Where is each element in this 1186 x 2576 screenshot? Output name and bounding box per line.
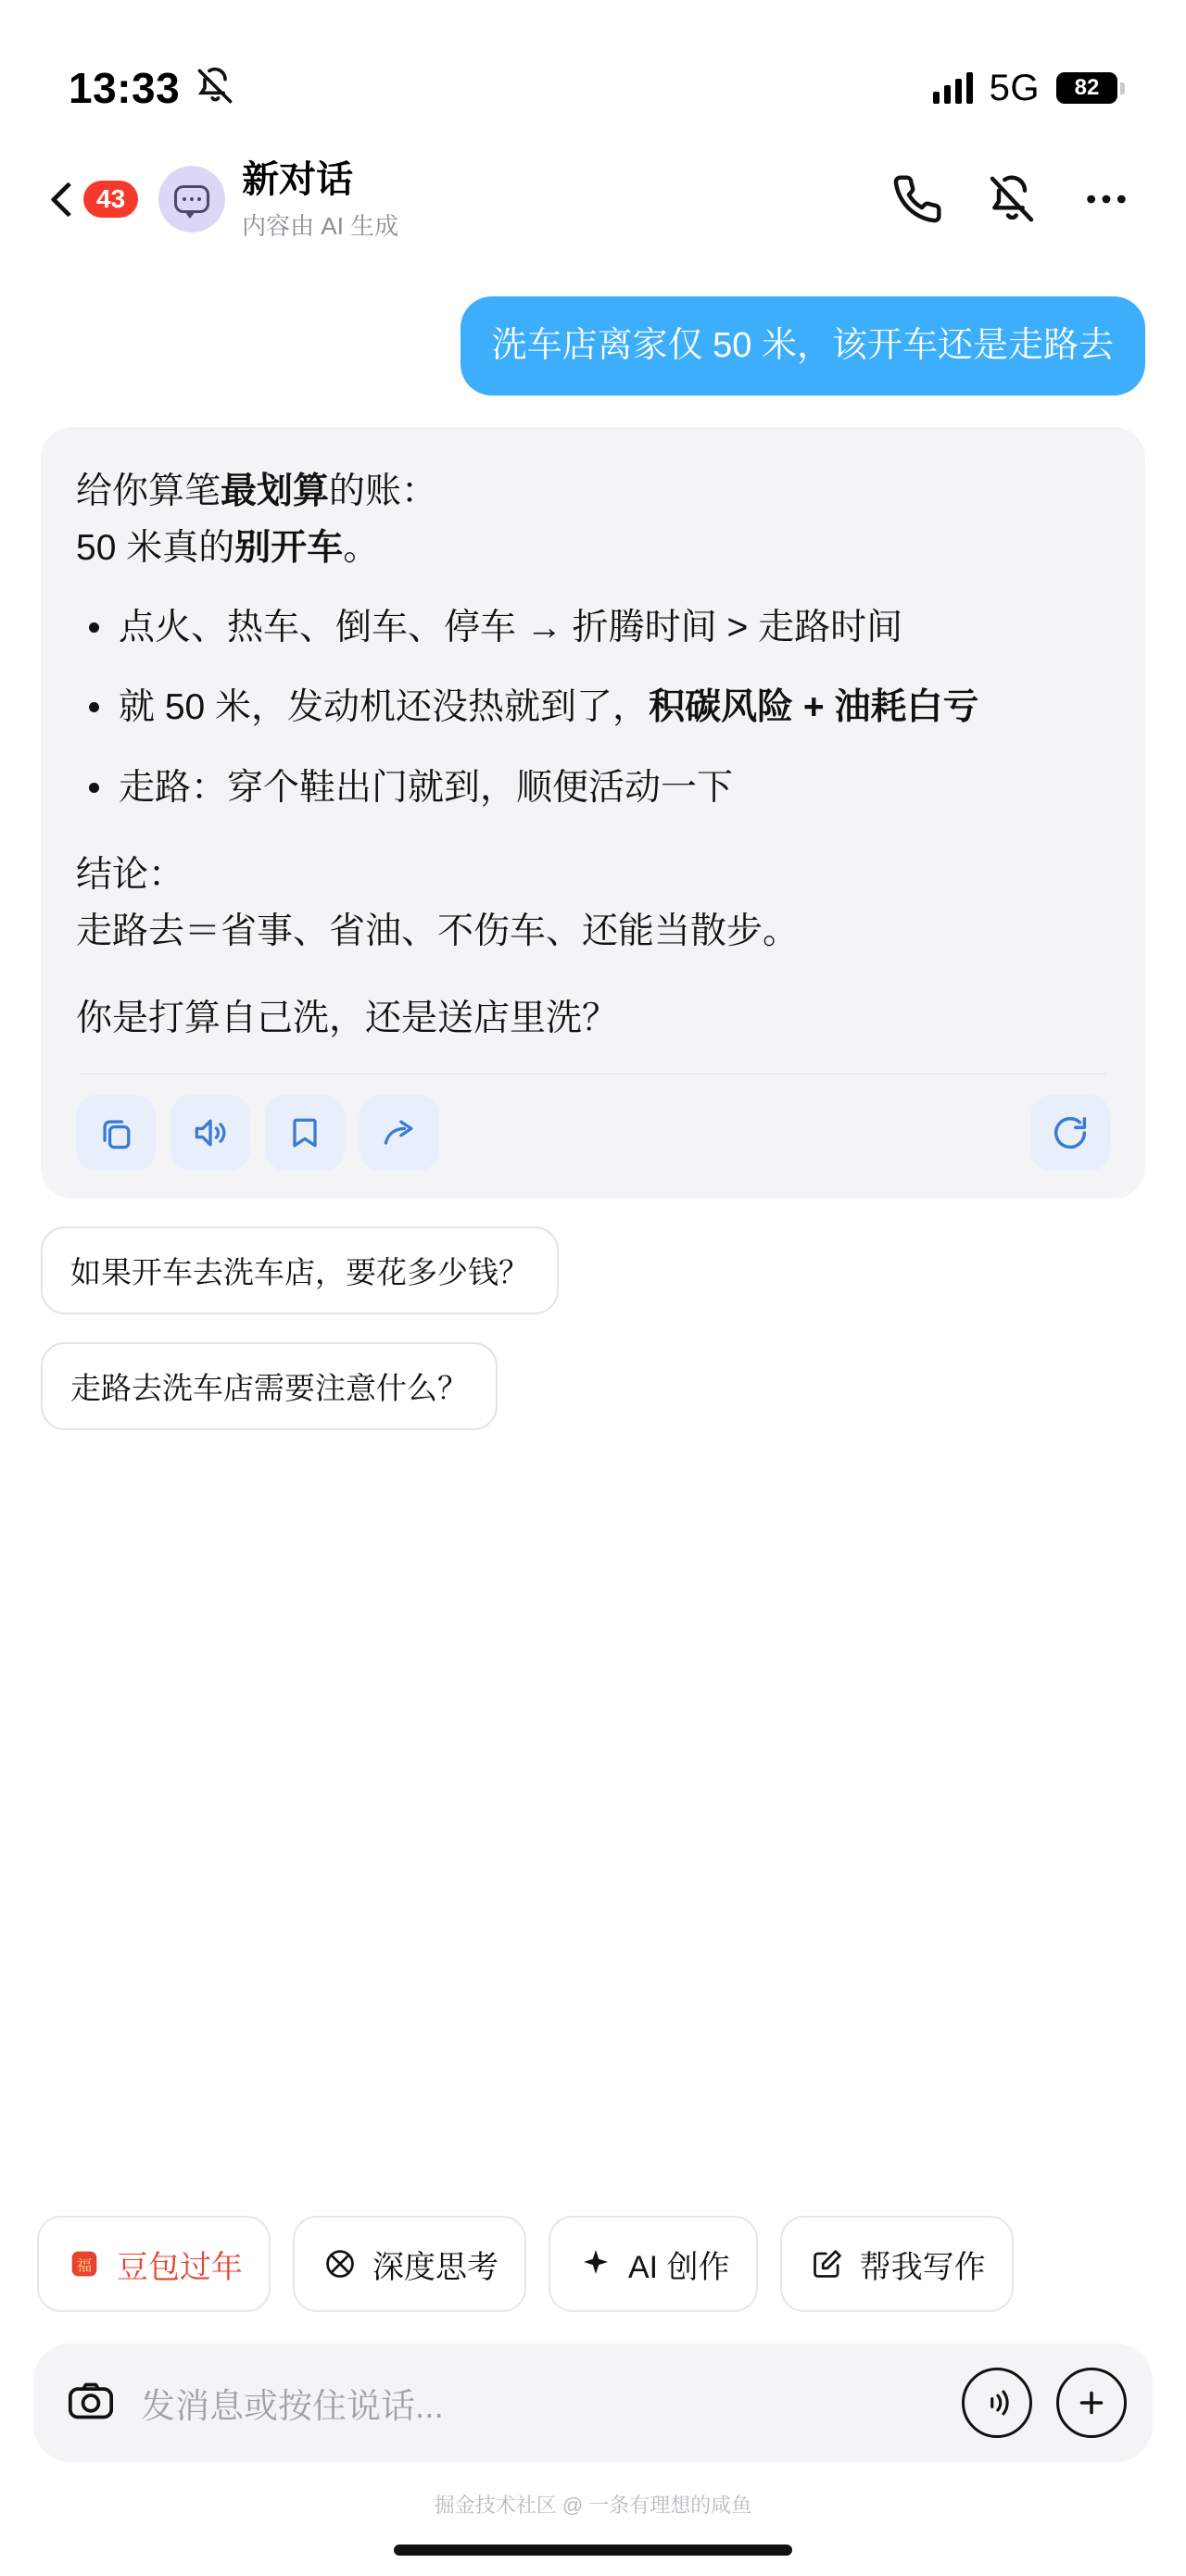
status-bar-right xyxy=(933,68,1117,109)
status-bar-left xyxy=(69,63,235,113)
avatar[interactable] xyxy=(158,166,225,232)
chat-area xyxy=(0,259,1186,1430)
chevron-left-icon xyxy=(46,183,78,215)
page-title: 新对话 xyxy=(242,158,354,200)
unread-badge: 43 xyxy=(83,181,138,219)
camera-icon[interactable] xyxy=(65,2375,117,2431)
bell-slash-icon xyxy=(195,66,235,111)
home-indicator[interactable] xyxy=(394,2545,792,2556)
watermark: 掘金技术社区 @ 一条有理想的咸鱼 xyxy=(434,2494,752,2517)
chip-deep-think[interactable] xyxy=(293,2216,526,2312)
chat-bubble-icon xyxy=(174,185,209,213)
pencil-square-icon xyxy=(808,2244,847,2283)
user-message-bubble: 洗车店离家仅 50 米，该开车还是走路去 xyxy=(461,296,1145,396)
svg-text:福: 福 xyxy=(76,2256,93,2275)
conclusion-title: 结论： xyxy=(76,855,185,896)
user-message-row xyxy=(41,296,1145,396)
network-label: 5G xyxy=(989,67,1040,108)
followup-question: 你是打算自己洗，还是送店里洗？ xyxy=(76,999,619,1039)
bullet-text: 点火、热车、倒车、停车 → 折腾时间 > 走路时间 xyxy=(119,607,903,647)
sparkle-icon xyxy=(576,2244,615,2283)
ai-bullet-list xyxy=(76,600,1110,816)
ai-line-2-bold: 别开车 xyxy=(234,527,344,568)
message-actions xyxy=(76,1095,1110,1171)
back-button[interactable] xyxy=(46,181,138,219)
bullet-bold: 积碳风险 + 油耗白亏 xyxy=(649,687,979,728)
list-item xyxy=(76,760,1110,816)
search-input[interactable]: 发消息或按住说话... xyxy=(141,2387,444,2425)
copy-icon[interactable] xyxy=(76,1095,156,1171)
header-actions xyxy=(891,173,1140,225)
chip-label: AI 创作 xyxy=(628,2249,730,2285)
status-time: 13:33 xyxy=(69,64,181,112)
page-subtitle: 内容由 AI 生成 xyxy=(242,211,399,240)
speaker-icon[interactable] xyxy=(170,1095,250,1171)
voice-wave-icon[interactable] xyxy=(962,2368,1032,2438)
ai-line-1-bold: 最划算 xyxy=(221,471,330,512)
plus-icon[interactable] xyxy=(1056,2368,1127,2438)
message-composer[interactable] xyxy=(33,2344,1153,2462)
ai-line-1 xyxy=(76,464,1110,520)
battery-level: 82 xyxy=(1074,75,1100,100)
chip-help-write[interactable] xyxy=(780,2216,1014,2312)
ai-line-1-prefix: 给你算笔 xyxy=(76,471,221,512)
bookmark-icon[interactable] xyxy=(265,1095,345,1171)
deep-think-icon xyxy=(321,2244,360,2283)
bell-slash-icon[interactable] xyxy=(986,173,1038,225)
call-icon[interactable] xyxy=(891,173,943,225)
ai-message-card xyxy=(41,427,1145,1199)
suggestion-chip-1[interactable]: 如果开车去洗车店，要花多少钱？ xyxy=(41,1226,559,1314)
battery-indicator xyxy=(1056,72,1117,104)
chat-header xyxy=(0,139,1186,259)
suggestion-list xyxy=(41,1199,1145,1430)
refresh-icon[interactable] xyxy=(1030,1095,1110,1171)
ai-line-2 xyxy=(76,521,1110,576)
ai-line-2-suffix: 。 xyxy=(343,527,380,568)
status-bar xyxy=(0,0,1186,139)
share-icon[interactable] xyxy=(360,1095,439,1171)
bullet-text: 走路：穿个鞋出门就到，顺便活动一下 xyxy=(119,767,734,808)
ai-line-2-prefix: 50 米真的 xyxy=(76,527,235,568)
header-title-block xyxy=(242,157,891,242)
quick-action-chips xyxy=(0,2216,1186,2312)
conclusion-text: 走路去＝省事、省油、不伤车、还能当散步。 xyxy=(76,911,800,951)
list-item xyxy=(76,600,1110,656)
ai-line-1-suffix: 的账： xyxy=(329,471,438,512)
more-icon[interactable] xyxy=(1080,173,1132,225)
signal-bars-icon xyxy=(933,72,973,104)
bottom-bar xyxy=(0,2216,1186,2576)
chip-label: 深度思考 xyxy=(372,2249,498,2285)
chip-doubao-newyear[interactable] xyxy=(37,2216,271,2312)
chip-label: 豆包过年 xyxy=(117,2249,243,2285)
chip-label: 帮我写作 xyxy=(859,2249,986,2285)
bullet-text: 就 50 米，发动机还没热就到了， xyxy=(119,687,650,728)
suggestion-chip-2[interactable]: 走路去洗车店需要注意什么？ xyxy=(41,1342,498,1430)
chip-ai-create[interactable] xyxy=(549,2216,758,2312)
lantern-icon xyxy=(65,2244,104,2283)
list-item xyxy=(76,680,1110,735)
